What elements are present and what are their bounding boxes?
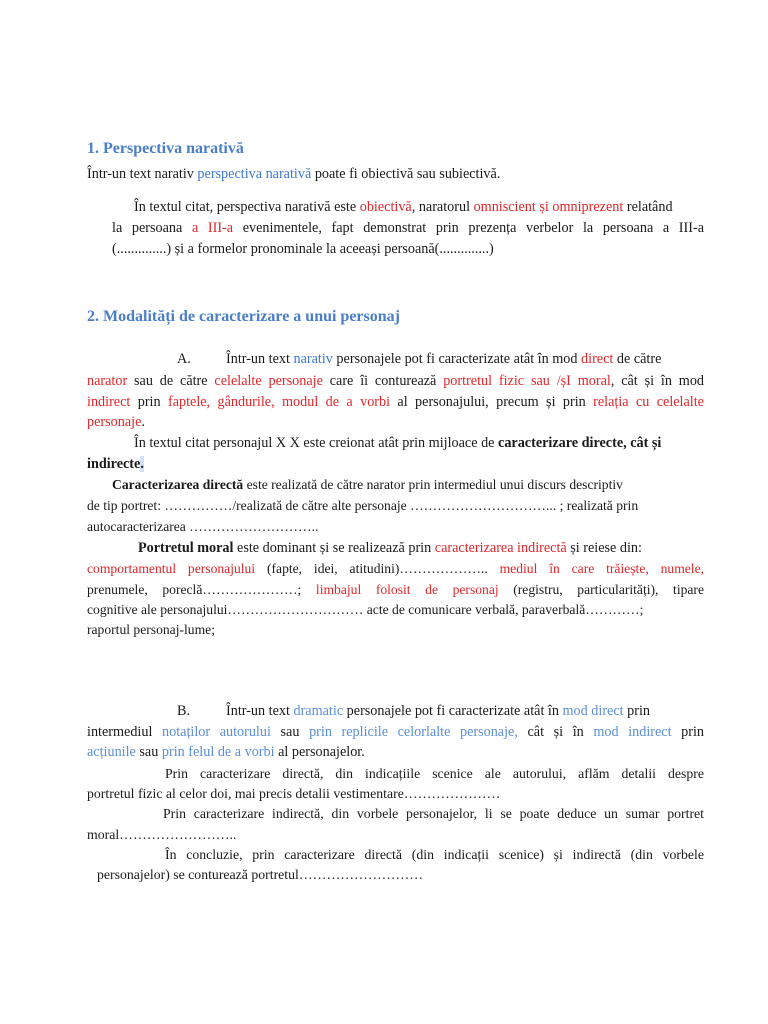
moral-portrait-line-2: comportamentul personajului (fapte, idei, atitudini)……………….. mediul în care trăiește, numele, [87,561,705,576]
direct-characterization-line-2: de tip portret: ……………/realizată de către alte personaje …………………………... ; realizată prin [87,498,639,513]
b-paragraph-1-line-1: Prin caracterizare directă, din indicațiile scenice ale autorului, aflăm detalii despre [165,766,704,781]
b-paragraph-2-line-1: Prin caracterizare indirectă, din vorbele personajelor, li se poate deduce un sumar portret [163,806,704,821]
b-line-1: Într-un text dramatic personajele pot fi caracterizate atât în mod direct prin [226,703,650,719]
a-line-2: narator sau de către celelalte personaje care îi conturează portretul fizic sau /șI moral, cât și în mod [87,373,705,389]
b-paragraph-3-line-2: personajelor) se conturează portretul……………………… [97,867,424,882]
b-paragraph-3-line-1: În concluzie, prin caracterizare directă (din indicații scenice) și indirectă (din vorbele [165,847,704,862]
a-line-5: În textul citat personajul X X este creionat atât prin mijloace de caracterizare directe, cât și [134,435,662,451]
section-2-heading: 2. Modalități de caracterizare a unui personaj [87,308,400,325]
section-1-heading: 1. Perspectiva narativă [87,140,244,157]
s1-paragraph-line-3: (..............) și a formelor pronominale la aceeași persoană(..............) [112,241,494,257]
s1-paragraph-line-2: la persoana a III-a evenimentele, fapt demonstrat prin prezența verbelor la persoana a III-a [112,220,704,236]
moral-portrait-line-5: raportul personaj-lume; [87,622,215,637]
b-paragraph-2-line-2: moral…………………….. [87,827,237,842]
moral-portrait-line-4: cognitive ale personajului………………………… acte de comunicare verbală, paraverbală…………; [87,602,644,617]
b-paragraph-1-line-2: portretul fizic al celor doi, mai precis detalii vestimentare………………… [87,786,501,801]
b-line-3: acțiunile sau prin felul de a vorbi al personajelor. [87,744,365,760]
moral-portrait-line-1: Portretul moral este dominant și se realizează prin caracterizarea indirectă și reiese din: [138,540,642,556]
direct-characterization-line-1: Caracterizarea directă este realizată de către narator prin intermediul unui discurs descriptiv [112,477,623,492]
a-line-1: Într-un text narativ personajele pot fi caracterizate atât în mod direct de către [226,351,662,367]
subsection-b-label: B. [177,703,191,719]
moral-portrait-line-3: prenumele, poreclă…………………; limbajul folosit de personaj (registru, particularități), tipare [87,582,704,597]
direct-characterization-line-3: autocaracterizarea ……………………….. [87,519,319,534]
a-line-4: personaje. [87,414,145,430]
subsection-a-label: A. [177,351,191,367]
a-line-6: indirecte. [87,456,144,472]
a-line-3: indirect prin faptele, gândurile, modul de a vorbi al personajului, precum și prin relația cu celelalte [87,394,704,410]
b-line-2: intermediul notaților autorului sau prin replicile celorlalte personaje, cât și în mod indirect prin [87,724,705,740]
section-1-intro: Într-un text narativ perspectiva narativă poate fi obiectivă sau subiectivă. [87,166,501,182]
s1-paragraph-line-1: În textul citat, perspectiva narativă este obiectivă, naratorul omniscient și omniprezent relatând [134,199,673,215]
